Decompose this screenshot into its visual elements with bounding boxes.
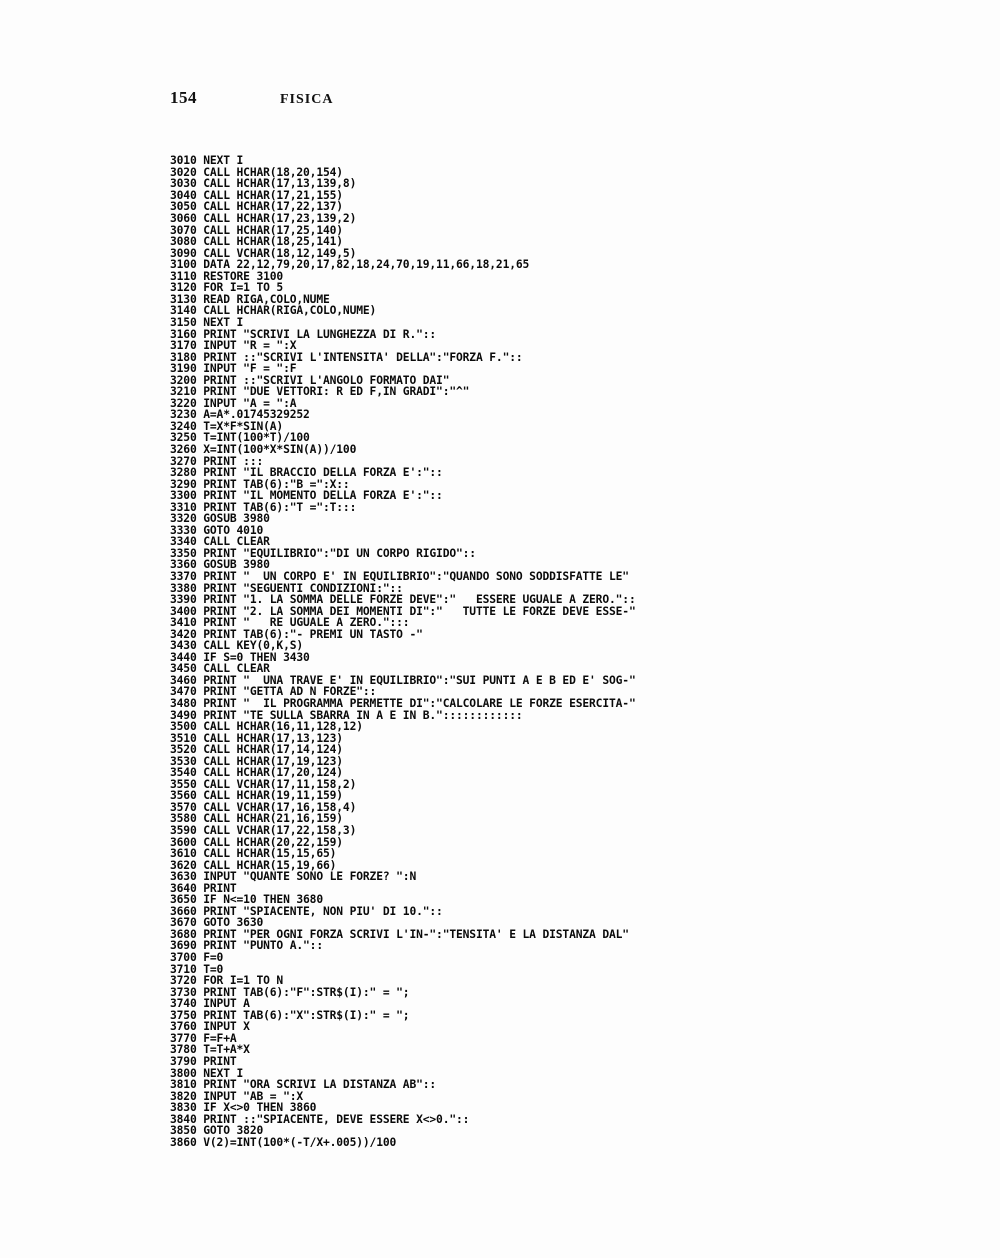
code-line: 3270 PRINT ::: <box>170 454 264 468</box>
code-line: 3800 NEXT I <box>170 1066 244 1080</box>
code-line: 3490 PRINT "TE SULLA SBARRA IN A E IN B.":::::::::::: <box>170 708 523 722</box>
code-line: 3480 PRINT " IL PROGRAMMA PERMETTE DI":"CALCOLARE LE FORZE ESERCITA-" <box>170 697 636 710</box>
code-line: 3690 PRINT "PUNTO A.":: <box>170 939 323 953</box>
code-line: 3370 PRINT " UN CORPO E' IN EQUILIBRIO":"QUANDO SONO SODDISFATTE LE" <box>170 569 629 583</box>
code-line: 3160 PRINT "SCRIVI LA LUNGHEZZA DI R.":: <box>170 327 437 341</box>
code-line: 3300 PRINT "IL MOMENTO DELLA FORZA E':":: <box>170 489 443 503</box>
code-line: 3060 CALL HCHAR(17,23,139,2) <box>170 212 357 226</box>
code-line: 3660 PRINT "SPIACENTE, NON PIU' DI 10.":: <box>170 904 443 918</box>
code-line: 3570 CALL VCHAR(17,16,158,4) <box>170 800 357 814</box>
code-line: 3850 GOTO 3820 <box>170 1124 264 1138</box>
code-line: 3050 CALL HCHAR(17,22,137) <box>170 200 343 214</box>
code-line: 3790 PRINT <box>170 1054 237 1068</box>
code-line: 3280 PRINT "IL BRACCIO DELLA FORZA E':":: <box>170 466 443 480</box>
code-line: 3670 GOTO 3630 <box>170 916 264 930</box>
code-line: 3170 INPUT "R = ":X <box>170 339 297 353</box>
code-line: 3240 T=X*F*SIN(A) <box>170 419 284 433</box>
code-line: 3710 T=0 <box>170 962 224 976</box>
code-line: 3530 CALL HCHAR(17,19,123) <box>170 754 343 768</box>
code-line: 3780 T=T+A*X <box>170 1043 250 1057</box>
code-line: 3500 CALL HCHAR(16,11,128,12) <box>170 720 363 734</box>
code-line: 3550 CALL VCHAR(17,11,158,2) <box>170 777 357 791</box>
code-line: 3650 IF N<=10 THEN 3680 <box>170 893 323 907</box>
code-line: 3770 F=F+A <box>170 1031 237 1045</box>
code-line: 3190 INPUT "F = ":F <box>170 362 297 376</box>
code-line: 3730 PRINT TAB(6):"F":STR$(I):" = "; <box>170 985 410 999</box>
code-line: 3310 PRINT TAB(6):"T =":T::: <box>170 500 357 514</box>
code-line: 3470 PRINT "GETTA AD N FORZE":: <box>170 685 377 699</box>
code-line: 3600 CALL HCHAR(20,22,159) <box>170 835 343 849</box>
code-line: 3680 PRINT "PER OGNI FORZA SCRIVI L'IN-":"TENSITA' E LA DISTANZA DAL" <box>170 927 629 941</box>
code-line: 3290 PRINT TAB(6):"B =":X:: <box>170 477 350 491</box>
code-line: 3760 INPUT X <box>170 1020 250 1034</box>
code-line: 3420 PRINT TAB(6):"- PREMI UN TASTO -" <box>170 627 423 641</box>
code-line: 3100 DATA 22,12,79,20,17,82,18,24,70,19,11,66,18,21,65 <box>170 258 530 272</box>
code-line: 3750 PRINT TAB(6):"X":STR$(I):" = "; <box>170 1008 410 1022</box>
code-line: 3110 RESTORE 3100 <box>170 269 284 283</box>
code-line: 3450 CALL CLEAR <box>170 662 270 676</box>
running-title: FISICA <box>280 92 334 107</box>
code-line: 3460 PRINT " UNA TRAVE E' IN EQUILIBRIO":"SUI PUNTI A E B ED E' SOG-" <box>170 673 636 687</box>
code-line: 3720 FOR I=1 TO N <box>170 974 284 988</box>
code-line: 3400 PRINT "2. LA SOMMA DEI MOMENTI DI":" TUTTE LE FORZE DEVE ESSE-" <box>170 604 636 618</box>
code-line: 3340 CALL CLEAR <box>170 535 270 549</box>
code-line: 3090 CALL VCHAR(18,12,149,5) <box>170 246 357 260</box>
code-line: 3380 PRINT "SEGUENTI CONDIZIONI:":: <box>170 581 403 595</box>
code-line: 3130 READ RIGA,COLO,NUME <box>170 292 330 306</box>
code-line: 3200 PRINT ::"SCRIVI L'ANGOLO FORMATO DAI" <box>170 373 450 387</box>
code-line: 3640 PRINT <box>170 881 237 895</box>
code-line: 3330 GOTO 4010 <box>170 523 264 537</box>
code-line: 3630 INPUT "QUANTE SONO LE FORZE? ":N <box>170 870 417 884</box>
code-line: 3440 IF S=0 THEN 3430 <box>170 650 310 664</box>
page-header <box>170 88 870 108</box>
code-line: 3030 CALL HCHAR(17,13,139,8) <box>170 177 357 191</box>
code-line: 3010 NEXT I <box>170 154 244 168</box>
code-line: 3560 CALL HCHAR(19,11,159) <box>170 789 343 803</box>
code-line: 3580 CALL HCHAR(21,16,159) <box>170 812 343 826</box>
code-line: 3520 CALL HCHAR(17,14,124) <box>170 743 343 757</box>
code-line: 3180 PRINT ::"SCRIVI L'INTENSITA' DELLA":"FORZA F.":: <box>170 350 523 364</box>
page-number: 154 <box>170 88 197 107</box>
code-line: 3150 NEXT I <box>170 315 244 329</box>
code-line: 3070 CALL HCHAR(17,25,140) <box>170 223 343 237</box>
code-line: 3020 CALL HCHAR(18,20,154) <box>170 165 343 179</box>
code-line: 3230 A=A*.01745329252 <box>170 408 310 422</box>
code-line: 3040 CALL HCHAR(17,21,155) <box>170 188 343 202</box>
code-line: 3140 CALL HCHAR(RIGA,COLO,NUME) <box>170 304 377 318</box>
code-line: 3860 V(2)=INT(100*(-T/X+.005))/100 <box>170 1135 397 1149</box>
code-line: 3830 IF X<>0 THEN 3860 <box>170 1101 317 1115</box>
code-line: 3390 PRINT "1. LA SOMMA DELLE FORZE DEVE":" ESSERE UGUALE A ZERO.":: <box>170 593 636 607</box>
code-line: 3210 PRINT "DUE VETTORI: R ED F,IN GRADI":"^" <box>170 385 470 399</box>
code-line: 3840 PRINT ::"SPIACENTE, DEVE ESSERE X<>0.":: <box>170 1112 470 1126</box>
code-line: 3820 INPUT "AB = ":X <box>170 1089 304 1103</box>
code-line: 3320 GOSUB 3980 <box>170 512 270 526</box>
code-line: 3510 CALL HCHAR(17,13,123) <box>170 731 343 745</box>
code-line: 3260 X=INT(100*X*SIN(A))/100 <box>170 442 357 456</box>
code-line: 3080 CALL HCHAR(18,25,141) <box>170 235 343 249</box>
code-line: 3540 CALL HCHAR(17,20,124) <box>170 766 343 780</box>
code-line: 3120 FOR I=1 TO 5 <box>170 281 284 295</box>
code-line: 3220 INPUT "A = ":A <box>170 396 297 410</box>
code-line: 3360 GOSUB 3980 <box>170 558 270 572</box>
code-line: 3700 F=0 <box>170 951 224 965</box>
basic-program-listing <box>170 155 960 1148</box>
code-line: 3250 T=INT(100*T)/100 <box>170 431 310 445</box>
code-line: 3740 INPUT A <box>170 997 250 1011</box>
code-line: 3430 CALL KEY(0,K,S) <box>170 639 304 653</box>
code-line: 3350 PRINT "EQUILIBRIO":"DI UN CORPO RIGIDO":: <box>170 546 476 560</box>
code-line: 3810 PRINT "ORA SCRIVI LA DISTANZA AB":: <box>170 1078 437 1092</box>
code-line: 3590 CALL VCHAR(17,22,158,3) <box>170 824 357 838</box>
code-line: 3410 PRINT " RE UGUALE A ZERO."::: <box>170 616 410 630</box>
code-line: 3610 CALL HCHAR(15,15,65) <box>170 847 337 861</box>
code-line: 3620 CALL HCHAR(15,19,66) <box>170 858 337 872</box>
